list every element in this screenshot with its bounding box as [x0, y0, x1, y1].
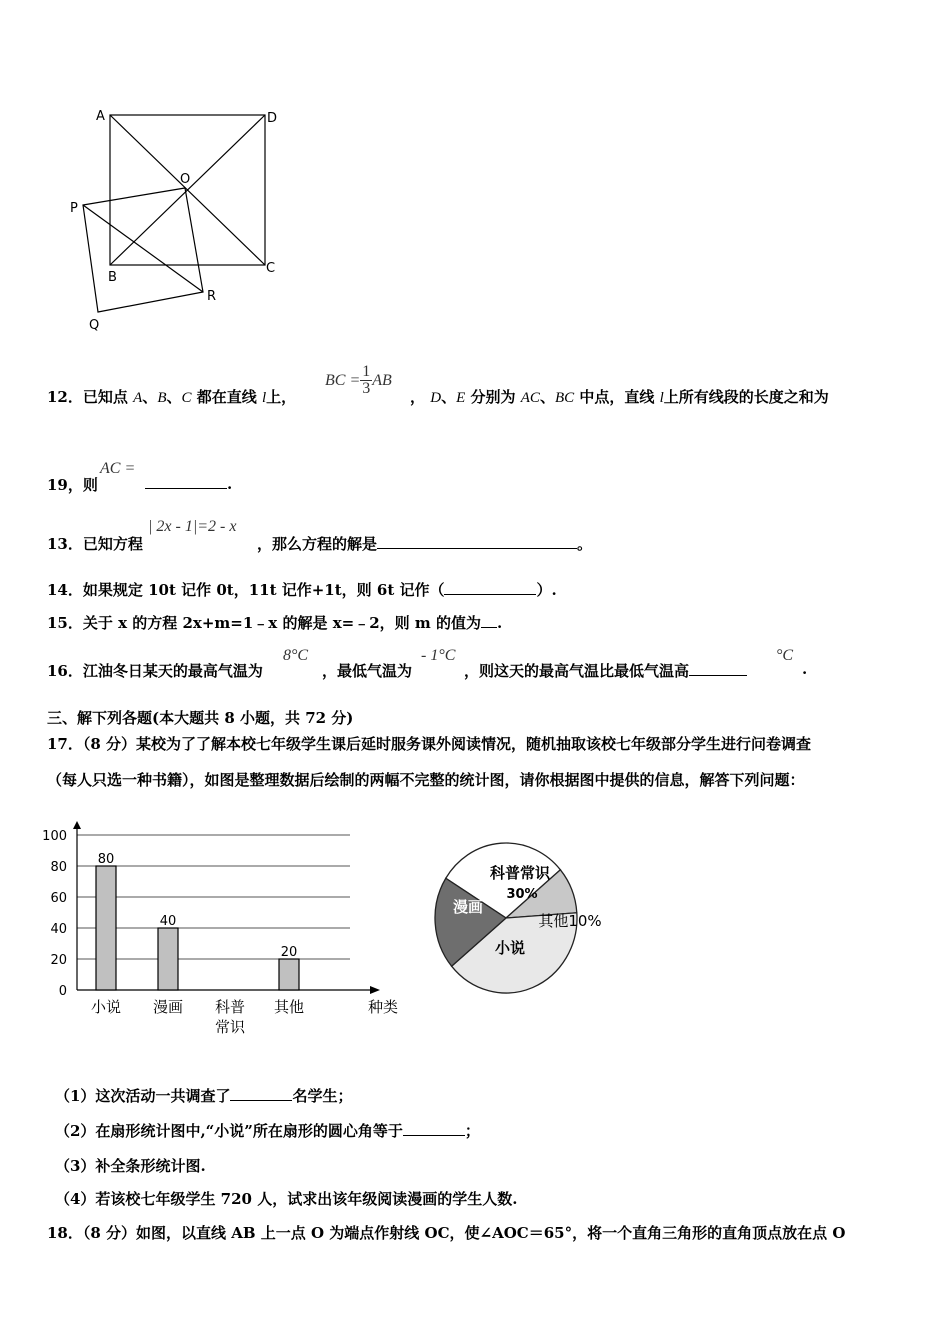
label-a: A [96, 109, 105, 124]
question-16-tail: ，则这天的最高气温比最低气温高 [464, 660, 747, 681]
question-12-line1: 12．已知点 A、B、C 都在直线 l上， [47, 388, 297, 406]
question-14: 14．如果规定 10t 记作 0t，11t 记作+1t，则 6t 记作（ ）. [47, 581, 557, 599]
bar [279, 959, 299, 990]
pie-label: 其他10% [538, 912, 602, 930]
q12-equation: BC = $\frac{1}{3}$ AB [325, 363, 392, 397]
answer-blank[interactable] [481, 613, 497, 628]
y-tick-label: 20 [50, 953, 67, 968]
label-b: B [108, 270, 117, 285]
x-tick-label: 其他 [273, 998, 305, 1016]
answer-blank[interactable] [230, 1086, 292, 1101]
question-15: 15．关于 x 的方程 2x+m=1﹣x 的解是 x=﹣2，则 m 的值为 . [47, 614, 503, 632]
answer-blank[interactable] [444, 580, 536, 595]
question-12-line1-tail: ， D、E 分别为 AC、BC 中点，直线 l上所有线段的长度之和为 [410, 388, 829, 406]
bar-chart [40, 818, 410, 1043]
question-16-mid: ，最低气温为 [322, 662, 413, 680]
bar [158, 928, 178, 990]
x-tick-label: 小说 [90, 998, 122, 1016]
label-r: R [207, 289, 217, 304]
label-c: C [266, 261, 276, 276]
answer-blank[interactable] [377, 534, 577, 549]
q17-sub4: （4）若该校七年级学生 720 人，试求出该年级阅读漫画的学生人数. [55, 1190, 518, 1208]
data-label: 40 [159, 914, 177, 929]
question-16: 16．江油冬日某天的最高气温为 [47, 662, 263, 680]
y-tick-label: 100 [42, 829, 67, 844]
question-13-tail: ，那么方程的解是 。 [257, 535, 593, 553]
section-3-title: 三、解下列各题(本大题共 8 小题，共 72 分) [47, 709, 354, 727]
q17-sub1: （1）这次活动一共调查了 名学生； [55, 1087, 353, 1105]
label-o: O [180, 172, 191, 187]
q13-equation: | 2x - 1|=2 - x [148, 518, 237, 535]
square-poqr [83, 188, 203, 312]
data-label: 20 [280, 945, 298, 960]
diagonal-pr [83, 205, 203, 292]
pie-value-label: 30% [506, 887, 538, 902]
x-axis-label: 种类 [367, 998, 399, 1016]
pie-chart [430, 840, 630, 1010]
q16-end: . [802, 660, 808, 678]
y-tick-label: 80 [50, 860, 67, 875]
question-13: 13．已知方程 [47, 535, 143, 553]
x-tick-label: 漫画 [152, 998, 184, 1016]
question-18-line1: 18．（8 分）如图，以直线 AB 上一点 O 为端点作射线 OC，使∠AOC＝65°，将一个直角三角形的直角顶点放在点 O [47, 1224, 846, 1242]
q16-unit: °C [776, 647, 794, 664]
q12-ac-eq: AC = [100, 460, 136, 477]
pie-label: 科普常识 [489, 864, 551, 882]
label-p: P [70, 201, 78, 216]
q17-sub3: （3）补全条形统计图. [55, 1157, 206, 1175]
q17-sub2: （2）在扇形统计图中,“小说”所在扇形的圆心角等于 ； [55, 1122, 480, 1140]
answer-blank[interactable] [689, 661, 747, 676]
q16-high-temp: 8°C [283, 647, 309, 664]
bar [96, 866, 116, 990]
q12-answer: . [145, 474, 232, 493]
x-tick-label: 科普 [214, 998, 246, 1016]
x-axis-arrow [370, 986, 380, 994]
y-tick-label: 60 [50, 891, 67, 906]
q16-low-temp: - 1°C [421, 647, 456, 664]
answer-blank[interactable] [403, 1121, 465, 1136]
label-q: Q [89, 318, 100, 333]
y-axis-arrow [73, 821, 81, 829]
x-tick-label: 常识 [214, 1018, 246, 1036]
pie-label: 小说 [494, 939, 526, 957]
label-d: D [267, 111, 278, 126]
data-label: 80 [97, 852, 115, 867]
geometry-figure [60, 100, 290, 340]
pie-label: 漫画 [452, 898, 484, 916]
y-tick-label: 40 [50, 922, 67, 937]
answer-blank[interactable] [145, 474, 227, 489]
y-tick-label: 0 [58, 984, 67, 999]
question-12-line2: 19，则 [47, 476, 98, 494]
question-17-line1: 17．（8 分）某校为了了解本校七年级学生课后延时服务课外阅读情况，随机抽取该校七年级部分学生进行问卷调查 [47, 735, 812, 753]
question-17-line2: （每人只选一种书籍），如图是整理数据后绘制的两幅不完整的统计图，请你根据图中提供的信息，解答下列问题： [47, 771, 805, 789]
